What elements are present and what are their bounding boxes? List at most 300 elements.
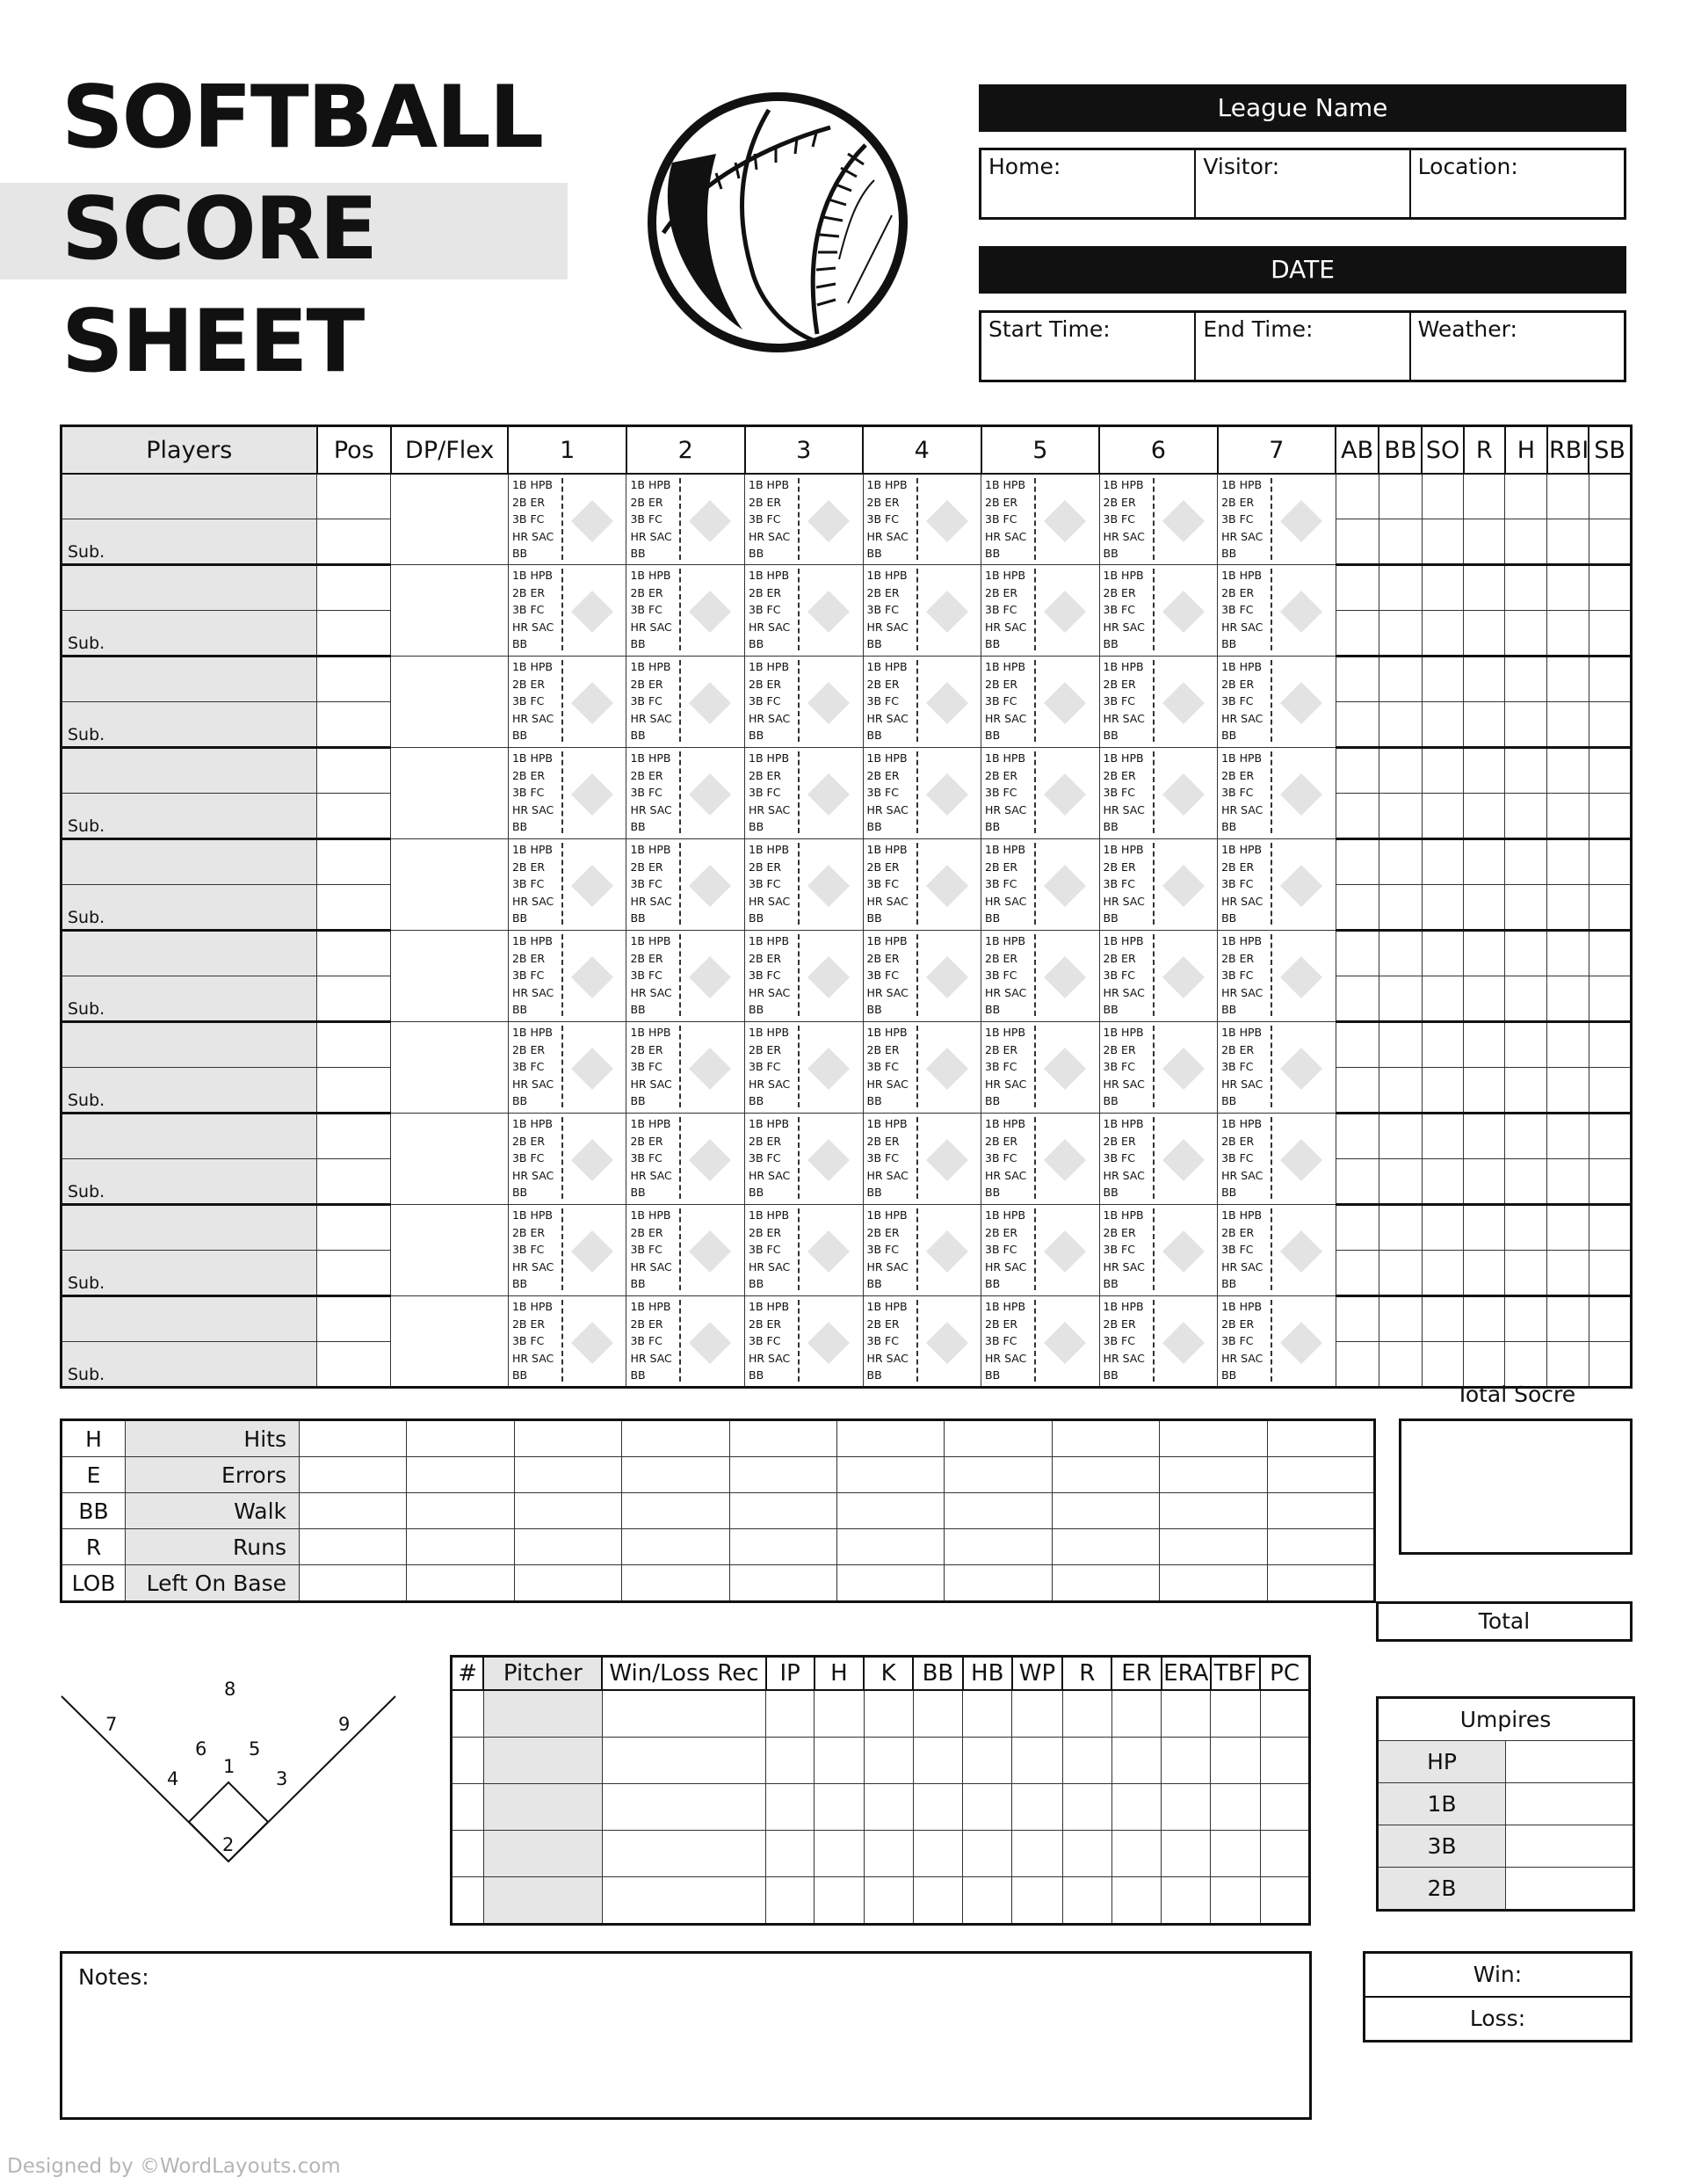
dpflex-cell[interactable] [391, 1022, 509, 1114]
stat-cell[interactable] [1464, 1342, 1505, 1388]
stat-cell[interactable] [1379, 702, 1422, 748]
pitching-cell[interactable] [815, 1784, 864, 1831]
base-diamond-icon[interactable] [1162, 773, 1205, 816]
player-name-cell[interactable] [62, 748, 317, 794]
base-diamond-icon[interactable] [807, 956, 850, 998]
summary-cell[interactable] [729, 1493, 836, 1529]
pitching-cell[interactable] [913, 1784, 962, 1831]
stat-cell[interactable] [1422, 611, 1463, 657]
at-bat-cell[interactable] [863, 565, 981, 657]
stat-cell[interactable] [1505, 474, 1547, 519]
dpflex-cell[interactable] [391, 474, 509, 565]
at-bat-cell[interactable] [1218, 657, 1336, 748]
pos-cell[interactable] [317, 931, 391, 976]
sub-pos-cell[interactable] [317, 976, 391, 1022]
stat-cell[interactable] [1464, 1205, 1505, 1251]
stat-cell[interactable] [1422, 1022, 1463, 1068]
pitching-cell[interactable] [1012, 1831, 1062, 1877]
pitching-cell[interactable] [963, 1690, 1012, 1738]
pitching-cell[interactable] [864, 1738, 913, 1784]
at-bat-cell[interactable] [863, 657, 981, 748]
summary-cell[interactable] [836, 1565, 944, 1602]
at-bat-cell[interactable] [745, 748, 864, 839]
base-diamond-icon[interactable] [1162, 500, 1205, 542]
substitute-cell[interactable] [62, 702, 317, 748]
stat-cell[interactable] [1379, 1159, 1422, 1205]
stat-cell[interactable] [1379, 1022, 1422, 1068]
at-bat-cell[interactable] [1218, 1022, 1336, 1114]
stat-cell[interactable] [1464, 748, 1505, 794]
stat-cell[interactable] [1505, 885, 1547, 931]
at-bat-cell[interactable] [863, 1205, 981, 1296]
stat-cell[interactable] [1336, 1114, 1379, 1159]
dpflex-cell[interactable] [391, 565, 509, 657]
pitching-cell[interactable] [864, 1784, 913, 1831]
dpflex-cell[interactable] [391, 748, 509, 839]
stat-cell[interactable] [1589, 885, 1631, 931]
stat-cell[interactable] [1336, 794, 1379, 839]
pitching-cell[interactable] [1260, 1738, 1309, 1784]
base-diamond-icon[interactable] [925, 682, 967, 724]
stat-cell[interactable] [1336, 1251, 1379, 1296]
summary-cell[interactable] [622, 1457, 729, 1493]
stat-cell[interactable] [1422, 1296, 1463, 1342]
summary-cell[interactable] [514, 1457, 621, 1493]
stat-cell[interactable] [1336, 611, 1379, 657]
pitching-cell[interactable] [483, 1831, 602, 1877]
stat-cell[interactable] [1589, 702, 1631, 748]
at-bat-cell[interactable] [508, 565, 626, 657]
pitching-cell[interactable] [1062, 1690, 1111, 1738]
stat-cell[interactable] [1379, 565, 1422, 611]
at-bat-cell[interactable] [1218, 1296, 1336, 1388]
base-diamond-icon[interactable] [1280, 1139, 1322, 1181]
summary-cell[interactable] [514, 1420, 621, 1457]
weather-field[interactable]: Weather: [1417, 316, 1517, 342]
stat-cell[interactable] [1505, 1205, 1547, 1251]
pitching-cell[interactable] [1162, 1877, 1211, 1925]
at-bat-cell[interactable] [626, 1022, 745, 1114]
at-bat-cell[interactable] [863, 1022, 981, 1114]
at-bat-cell[interactable] [863, 1296, 981, 1388]
summary-cell[interactable] [1160, 1493, 1267, 1529]
stat-cell[interactable] [1379, 1251, 1422, 1296]
stat-cell[interactable] [1547, 748, 1589, 794]
base-diamond-icon[interactable] [1162, 1322, 1205, 1364]
stat-cell[interactable] [1422, 519, 1463, 565]
stat-cell[interactable] [1422, 1159, 1463, 1205]
pitching-cell[interactable] [963, 1784, 1012, 1831]
at-bat-cell[interactable] [626, 748, 745, 839]
summary-cell[interactable] [407, 1565, 514, 1602]
pos-cell[interactable] [317, 1296, 391, 1342]
base-diamond-icon[interactable] [689, 773, 731, 816]
pos-cell[interactable] [317, 1205, 391, 1251]
dpflex-cell[interactable] [391, 1205, 509, 1296]
pitching-cell[interactable] [1162, 1690, 1211, 1738]
pitching-cell[interactable] [1062, 1877, 1111, 1925]
stat-cell[interactable] [1379, 1296, 1422, 1342]
stat-cell[interactable] [1589, 519, 1631, 565]
pitching-cell[interactable] [1062, 1738, 1111, 1784]
player-name-cell[interactable] [62, 657, 317, 702]
stat-cell[interactable] [1336, 1342, 1379, 1388]
stat-cell[interactable] [1464, 1068, 1505, 1114]
stat-cell[interactable] [1336, 565, 1379, 611]
player-name-cell[interactable] [62, 1022, 317, 1068]
stat-cell[interactable] [1422, 748, 1463, 794]
summary-cell[interactable] [407, 1493, 514, 1529]
stat-cell[interactable] [1336, 657, 1379, 702]
stat-cell[interactable] [1505, 1251, 1547, 1296]
base-diamond-icon[interactable] [1280, 1048, 1322, 1090]
stat-cell[interactable] [1464, 1296, 1505, 1342]
stat-cell[interactable] [1589, 839, 1631, 885]
substitute-cell[interactable] [62, 1251, 317, 1296]
summary-cell[interactable] [1267, 1493, 1374, 1529]
stat-cell[interactable] [1422, 1251, 1463, 1296]
summary-cell[interactable] [1160, 1565, 1267, 1602]
sub-pos-cell[interactable] [317, 1068, 391, 1114]
base-diamond-icon[interactable] [1044, 956, 1086, 998]
player-name-cell[interactable] [62, 1296, 317, 1342]
summary-cell[interactable] [945, 1493, 1052, 1529]
base-diamond-icon[interactable] [689, 1230, 731, 1273]
stat-cell[interactable] [1589, 1251, 1631, 1296]
base-diamond-icon[interactable] [1280, 500, 1322, 542]
stat-cell[interactable] [1589, 748, 1631, 794]
pos-cell[interactable] [317, 474, 391, 519]
stat-cell[interactable] [1464, 565, 1505, 611]
pitching-cell[interactable] [1162, 1784, 1211, 1831]
stat-cell[interactable] [1336, 1022, 1379, 1068]
summary-cell[interactable] [622, 1529, 729, 1565]
pitching-cell[interactable] [1012, 1877, 1062, 1925]
date-bar[interactable]: DATE [979, 246, 1626, 294]
base-diamond-icon[interactable] [1162, 682, 1205, 724]
umpire-name-cell[interactable] [1506, 1741, 1634, 1783]
pitching-cell[interactable] [1012, 1738, 1062, 1784]
stat-cell[interactable] [1589, 657, 1631, 702]
pitching-cell[interactable] [1211, 1877, 1260, 1925]
at-bat-cell[interactable] [508, 1296, 626, 1388]
at-bat-cell[interactable] [1218, 1114, 1336, 1205]
base-diamond-icon[interactable] [925, 1322, 967, 1364]
league-name-bar[interactable]: League Name [979, 84, 1626, 132]
end-time-field[interactable]: End Time: [1196, 313, 1410, 380]
pitching-cell[interactable] [1012, 1784, 1062, 1831]
at-bat-cell[interactable] [863, 839, 981, 931]
pos-cell[interactable] [317, 1114, 391, 1159]
pitching-cell[interactable] [815, 1831, 864, 1877]
substitute-cell[interactable] [62, 794, 317, 839]
at-bat-cell[interactable] [745, 657, 864, 748]
notes-box[interactable] [60, 1951, 1312, 2120]
summary-cell[interactable] [622, 1493, 729, 1529]
pitching-cell[interactable] [766, 1690, 815, 1738]
at-bat-cell[interactable] [1099, 565, 1218, 657]
player-name-cell[interactable] [62, 474, 317, 519]
pitching-cell[interactable] [913, 1738, 962, 1784]
base-diamond-icon[interactable] [689, 500, 731, 542]
stat-cell[interactable] [1464, 1114, 1505, 1159]
summary-cell[interactable] [622, 1565, 729, 1602]
summary-cell[interactable] [1267, 1420, 1374, 1457]
stat-cell[interactable] [1336, 1159, 1379, 1205]
at-bat-cell[interactable] [1218, 474, 1336, 565]
base-diamond-icon[interactable] [1162, 1230, 1205, 1273]
base-diamond-icon[interactable] [689, 1139, 731, 1181]
stat-cell[interactable] [1336, 519, 1379, 565]
visitor-field[interactable]: Visitor: [1196, 150, 1410, 217]
base-diamond-icon[interactable] [1280, 1322, 1322, 1364]
stat-cell[interactable] [1422, 976, 1463, 1022]
at-bat-cell[interactable] [1099, 474, 1218, 565]
pitching-cell[interactable] [1211, 1690, 1260, 1738]
pitching-cell[interactable] [1260, 1877, 1309, 1925]
at-bat-cell[interactable] [1218, 565, 1336, 657]
stat-cell[interactable] [1547, 1205, 1589, 1251]
stat-cell[interactable] [1379, 976, 1422, 1022]
substitute-cell[interactable] [62, 1342, 317, 1388]
stat-cell[interactable] [1422, 474, 1463, 519]
base-diamond-icon[interactable] [925, 1230, 967, 1273]
at-bat-cell[interactable] [1099, 1205, 1218, 1296]
stat-cell[interactable] [1505, 931, 1547, 976]
stat-cell[interactable] [1422, 885, 1463, 931]
stat-cell[interactable] [1464, 1251, 1505, 1296]
summary-cell[interactable] [836, 1493, 944, 1529]
summary-cell[interactable] [300, 1565, 407, 1602]
pitching-cell[interactable] [815, 1738, 864, 1784]
stat-cell[interactable] [1589, 1068, 1631, 1114]
pos-cell[interactable] [317, 748, 391, 794]
stat-cell[interactable] [1505, 839, 1547, 885]
at-bat-cell[interactable] [1099, 839, 1218, 931]
stat-cell[interactable] [1547, 976, 1589, 1022]
stat-cell[interactable] [1505, 1022, 1547, 1068]
base-diamond-icon[interactable] [1044, 682, 1086, 724]
stat-cell[interactable] [1505, 702, 1547, 748]
pitching-cell[interactable] [766, 1784, 815, 1831]
dpflex-cell[interactable] [391, 657, 509, 748]
player-name-cell[interactable] [62, 1114, 317, 1159]
pitching-cell[interactable] [815, 1690, 864, 1738]
player-name-cell[interactable] [62, 565, 317, 611]
base-diamond-icon[interactable] [925, 865, 967, 907]
sub-pos-cell[interactable] [317, 885, 391, 931]
location-field[interactable]: Location: [1417, 154, 1518, 179]
base-diamond-icon[interactable] [925, 956, 967, 998]
stat-cell[interactable] [1547, 1251, 1589, 1296]
at-bat-cell[interactable] [1218, 839, 1336, 931]
at-bat-cell[interactable] [508, 474, 626, 565]
stat-cell[interactable] [1336, 931, 1379, 976]
stat-cell[interactable] [1589, 1296, 1631, 1342]
summary-cell[interactable] [1052, 1493, 1159, 1529]
summary-cell[interactable] [945, 1529, 1052, 1565]
pitching-cell[interactable] [602, 1831, 765, 1877]
at-bat-cell[interactable] [626, 1205, 745, 1296]
stat-cell[interactable] [1336, 976, 1379, 1022]
base-diamond-icon[interactable] [1280, 591, 1322, 633]
at-bat-cell[interactable] [745, 1022, 864, 1114]
base-diamond-icon[interactable] [1044, 1230, 1086, 1273]
stat-cell[interactable] [1505, 1159, 1547, 1205]
stat-cell[interactable] [1547, 611, 1589, 657]
at-bat-cell[interactable] [981, 1114, 1100, 1205]
pitching-cell[interactable] [483, 1738, 602, 1784]
summary-cell[interactable] [514, 1493, 621, 1529]
pos-cell[interactable] [317, 657, 391, 702]
base-diamond-icon[interactable] [1044, 1322, 1086, 1364]
base-diamond-icon[interactable] [571, 1322, 613, 1364]
stat-cell[interactable] [1505, 519, 1547, 565]
base-diamond-icon[interactable] [1044, 865, 1086, 907]
stat-cell[interactable] [1464, 702, 1505, 748]
base-diamond-icon[interactable] [1280, 1230, 1322, 1273]
umpire-name-cell[interactable] [1506, 1783, 1634, 1825]
pos-cell[interactable] [317, 565, 391, 611]
base-diamond-icon[interactable] [925, 773, 967, 816]
base-diamond-icon[interactable] [807, 1322, 850, 1364]
pitching-cell[interactable] [963, 1831, 1012, 1877]
dpflex-cell[interactable] [391, 1114, 509, 1205]
pitching-cell[interactable] [1211, 1784, 1260, 1831]
at-bat-cell[interactable] [626, 839, 745, 931]
pitching-cell[interactable] [452, 1831, 484, 1877]
pitching-cell[interactable] [766, 1877, 815, 1925]
base-diamond-icon[interactable] [1280, 865, 1322, 907]
at-bat-cell[interactable] [626, 1296, 745, 1388]
at-bat-cell[interactable] [745, 931, 864, 1022]
stat-cell[interactable] [1379, 1342, 1422, 1388]
pitching-cell[interactable] [1111, 1738, 1161, 1784]
at-bat-cell[interactable] [508, 657, 626, 748]
at-bat-cell[interactable] [863, 748, 981, 839]
at-bat-cell[interactable] [981, 1296, 1100, 1388]
summary-cell[interactable] [407, 1420, 514, 1457]
stat-cell[interactable] [1547, 565, 1589, 611]
pos-cell[interactable] [317, 839, 391, 885]
stat-cell[interactable] [1336, 474, 1379, 519]
umpire-name-cell[interactable] [1506, 1825, 1634, 1868]
stat-cell[interactable] [1422, 1342, 1463, 1388]
pitching-cell[interactable] [1162, 1738, 1211, 1784]
pitching-cell[interactable] [1111, 1877, 1161, 1925]
stat-cell[interactable] [1336, 1068, 1379, 1114]
stat-cell[interactable] [1379, 474, 1422, 519]
summary-cell[interactable] [945, 1565, 1052, 1602]
at-bat-cell[interactable] [745, 1205, 864, 1296]
sub-pos-cell[interactable] [317, 611, 391, 657]
stat-cell[interactable] [1422, 794, 1463, 839]
stat-cell[interactable] [1422, 931, 1463, 976]
summary-cell[interactable] [945, 1457, 1052, 1493]
summary-cell[interactable] [514, 1565, 621, 1602]
pitching-cell[interactable] [1162, 1831, 1211, 1877]
stat-cell[interactable] [1379, 839, 1422, 885]
stat-cell[interactable] [1379, 885, 1422, 931]
base-diamond-icon[interactable] [807, 865, 850, 907]
base-diamond-icon[interactable] [807, 1048, 850, 1090]
at-bat-cell[interactable] [981, 565, 1100, 657]
stat-cell[interactable] [1422, 1114, 1463, 1159]
base-diamond-icon[interactable] [689, 1322, 731, 1364]
player-name-cell[interactable] [62, 839, 317, 885]
summary-cell[interactable] [1052, 1565, 1159, 1602]
stat-cell[interactable] [1336, 885, 1379, 931]
at-bat-cell[interactable] [981, 1205, 1100, 1296]
base-diamond-icon[interactable] [571, 1230, 613, 1273]
summary-cell[interactable] [514, 1529, 621, 1565]
base-diamond-icon[interactable] [1162, 1048, 1205, 1090]
at-bat-cell[interactable] [626, 565, 745, 657]
stat-cell[interactable] [1547, 1159, 1589, 1205]
at-bat-cell[interactable] [508, 1114, 626, 1205]
pitching-cell[interactable] [452, 1784, 484, 1831]
pos-cell[interactable] [317, 1022, 391, 1068]
summary-cell[interactable] [1160, 1457, 1267, 1493]
at-bat-cell[interactable] [1099, 1114, 1218, 1205]
at-bat-cell[interactable] [1099, 1296, 1218, 1388]
base-diamond-icon[interactable] [1044, 1048, 1086, 1090]
pitching-cell[interactable] [1062, 1831, 1111, 1877]
dpflex-cell[interactable] [391, 931, 509, 1022]
pitching-cell[interactable] [913, 1831, 962, 1877]
stat-cell[interactable] [1336, 748, 1379, 794]
base-diamond-icon[interactable] [925, 1048, 967, 1090]
stat-cell[interactable] [1547, 1068, 1589, 1114]
base-diamond-icon[interactable] [925, 591, 967, 633]
pitching-cell[interactable] [1062, 1784, 1111, 1831]
stat-cell[interactable] [1464, 1022, 1505, 1068]
pitching-cell[interactable] [1260, 1690, 1309, 1738]
pitching-cell[interactable] [483, 1690, 602, 1738]
stat-cell[interactable] [1547, 657, 1589, 702]
pitching-cell[interactable] [1211, 1738, 1260, 1784]
summary-cell[interactable] [1267, 1565, 1374, 1602]
stat-cell[interactable] [1336, 839, 1379, 885]
base-diamond-icon[interactable] [1280, 956, 1322, 998]
dpflex-cell[interactable] [391, 1296, 509, 1388]
stat-cell[interactable] [1422, 657, 1463, 702]
stat-cell[interactable] [1547, 839, 1589, 885]
substitute-cell[interactable] [62, 1068, 317, 1114]
player-name-cell[interactable] [62, 931, 317, 976]
stat-cell[interactable] [1589, 611, 1631, 657]
base-diamond-icon[interactable] [1280, 773, 1322, 816]
base-diamond-icon[interactable] [689, 682, 731, 724]
stat-cell[interactable] [1505, 1114, 1547, 1159]
at-bat-cell[interactable] [508, 931, 626, 1022]
player-name-cell[interactable] [62, 1205, 317, 1251]
stat-cell[interactable] [1379, 1114, 1422, 1159]
stat-cell[interactable] [1589, 1205, 1631, 1251]
summary-cell[interactable] [1267, 1457, 1374, 1493]
summary-cell[interactable] [622, 1420, 729, 1457]
summary-cell[interactable] [300, 1493, 407, 1529]
base-diamond-icon[interactable] [689, 591, 731, 633]
base-diamond-icon[interactable] [807, 1230, 850, 1273]
stat-cell[interactable] [1422, 1205, 1463, 1251]
sub-pos-cell[interactable] [317, 794, 391, 839]
summary-cell[interactable] [300, 1457, 407, 1493]
stat-cell[interactable] [1379, 794, 1422, 839]
stat-cell[interactable] [1464, 611, 1505, 657]
base-diamond-icon[interactable] [1044, 1139, 1086, 1181]
stat-cell[interactable] [1464, 931, 1505, 976]
